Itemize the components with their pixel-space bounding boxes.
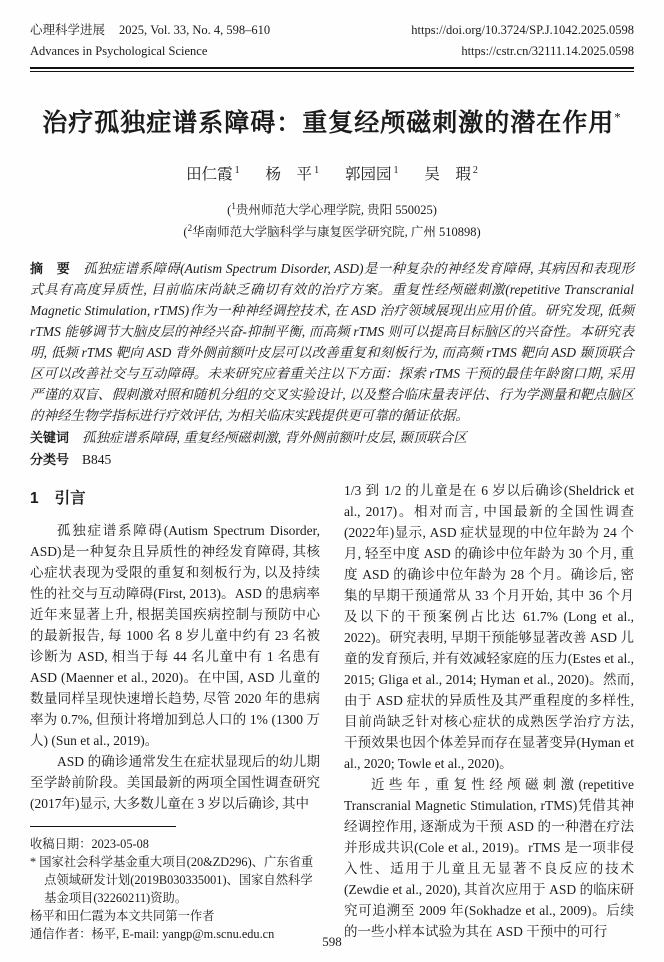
author-affil-marker: 1 [314,165,320,177]
author-2 [266,166,320,183]
keywords-text: 孤独症谱系障碍, 重复经颅磁刺激, 背外侧前额叶皮层, 颞顶联合区 [82,429,467,445]
author-affil-marker: 1 [234,165,240,177]
title-footnote-marker: * [614,109,622,125]
co-first-author-note: 杨平和田仁霞为本文共同第一作者 [30,908,215,923]
affiliation-text: 华南师范大学脑科学与康复医学研究院, 广州 510898) [192,225,481,240]
page-number: 598 [322,934,342,949]
journal-name-cn: 心理科学进展 [30,23,106,37]
author-4 [424,166,478,183]
right-column [344,480,634,943]
abstract-block [30,258,634,426]
author-name: 郭园园 [344,166,392,184]
abstract-text: 孤独症谱系障碍(Autism Spectrum Disorder, ASD)是一种复杂的神经发育障碍, 其病因和表现形式具有高度异质性, 目前临床尚缺乏确切有效的治疗方案。重复性经颅磁刺激(repetitive Transcranial Magnetic Stimulation, rTMS)作为一种神经调控技术, 在 ASD 治疗领域展现出应用价值。研究发现, 低频 rTMS 能够调节大脑皮层的神经兴奋-抑制平衡, 而高频 rTMS 则可以提高目标脑区的兴奋性。本研究表明, 低频 rTMS 靶向 ASD 背外侧前额叶皮层可以改善重复和刻板行为, 而高频 rTMS 靶向 ASD 颞顶联合区可以改善社交与互动障碍。未来研究应着重关注以下方面：探索 rTMS 干预的最佳年龄窗口期, 采用严谨的双盲、假刺激对照和随机分组的交叉实验设计, 以及整合临床量表评估、行为学测量和靶点脑区的神经生物学指标进行疗效评估, 为相关临床实践提供更可靠的循证依据。 [30,260,634,423]
cstr-link[interactable]: https://cstr.cn/32111.14.2025.0598 [461,44,634,58]
author-name: 吴 瑕 [424,166,471,184]
left-column [30,480,320,943]
journal-header [30,20,634,62]
header-divider [30,67,634,72]
affiliation-1 [30,197,634,219]
journal-issue-line [30,20,270,41]
issue-info: 2025, Vol. 33, No. 4, 598–610 [119,23,271,37]
journal-name-en: Advances in Psychological Science [30,44,208,58]
paper-title-text: 治疗孤独症谱系障碍：重复经颅磁刺激的潜在作用 [42,110,615,137]
journal-header-right [411,20,634,62]
classification-label: 分类号 [30,451,70,467]
section-heading-introduction [30,486,320,508]
section-title: 引言 [54,489,86,507]
footnote-divider [30,826,176,827]
author-name: 田仁霞 [186,166,233,184]
funding-note: * 国家社会科学基金重大项目(20&ZD296)、广东省重点领域研发计划(2019B030335001)、国家自然科学基金项目(32260211)资助。 [30,854,314,905]
author-affil-marker: 2 [472,165,478,177]
body-paragraph: 1/3 到 1/2 的儿童是在 6 岁以后确诊(Sheldrick et al., 2017)。相对而言, 中国最新的全国性调查(2022年)显示, ASD 症状显现的中位年龄为 24 个月, 轻至中度 ASD 的确诊中位年龄为 30 个月, 重度 ASD 的确诊中位年龄为 28 个月。确诊后, 密集的早期干预通常从 33 个月开始, 其中 36 个月及以下的干预案例占比达 61.7% (Long et al., 2022)。研究表明, 早期干预能够显著改善 ASD 儿童的发育预后, 并有效减轻家庭的压力(Estes et al., 2015; Gliga et al., 2014; Hyman et al., 2020)。然而, 由于 ASD 症状的异质性及其严重程度的多样性, 目前尚缺乏针对核心症状的成熟医学治疗方法, 干预效果也因个体差异而存在显著变异(Hyman et al., 2020; Towle et al., 2020)。 [344,482,634,771]
two-column-body [30,480,634,943]
email-link[interactable]: yangp@m.scnu.edu.cn [162,926,275,941]
author-name: 杨 平 [265,166,313,184]
corresponding-author-prefix: 通信作者：杨平, E-mail: [30,926,163,941]
author-affil-marker: 1 [393,165,399,177]
author-1 [186,166,240,183]
body-paragraph: 孤独症谱系障碍(Autism Spectrum Disorder, ASD)是一种复杂且异质性的神经发育障碍, 其核心症状表现为受限的重复和刻板行为, 以及持续性的社交与互动障碍(First, 2013)。ASD 的患病率近年来显著上升, 根据美国疾病控制与预防中心的最新报告, 每 1000 名 8 岁儿童中约有 23 名被诊断为 ASD, 相当于每 44 名儿童中有 1 名患有 ASD (Maenner et al., 2020)。在中国, ASD 儿童的数量同样呈现快速增长趋势, 尽管 2020 年的患病率为 0.7%, 但预计将增加到总人口的 1% (1300 万人) (Sun et al., 2019)。 [30,522,320,748]
abstract-label: 摘 要 [30,260,71,276]
affiliation-text: 贵州师范大学心理学院, 贵阳 550025) [235,203,437,218]
section-number: 1 [30,489,39,507]
affiliation-paren: ( [227,203,232,218]
received-date-note: 收稿日期：2023-05-08 [30,836,149,851]
keywords-line [30,427,634,448]
body-paragraph: ASD 的确诊通常发生在症状显现后的幼儿期至学龄前阶段。美国最新的两项全国性调查研究(2017年)显示, 大多数儿童在 3 岁以后确诊, 其中 [30,753,320,811]
affiliation-paren: ( [183,225,188,240]
classification-code: B845 [82,451,112,467]
affiliation-list [30,197,634,241]
footnote-block [30,826,320,943]
classification-line [30,449,634,470]
author-list [30,162,634,184]
doi-link[interactable]: https://doi.org/10.3724/SP.J.1042.2025.0598 [411,23,634,37]
paper-title [30,108,634,139]
journal-header-left [30,20,270,62]
author-3 [345,166,399,183]
body-paragraph: 近些年, 重复性经颅磁刺激(repetitive Transcranial Magnetic Stimulation, rTMS)凭借其神经调控作用, 逐渐成为干预 ASD 的一种潜在疗法并形成共识(Cole et al., 2019)。rTMS 是一项非侵入性、适用于儿童且无显著不良反应的技术(Zewdie et al., 2020), 其首次应用于 ASD 的临床研究可追溯至 2009 年(Sokhadze et al., 2009)。后续的一些小样本试验为其在 ASD 干预中的可行 [344,776,634,939]
affiliation-marker: 1 [231,201,236,212]
affiliation-marker: 2 [187,223,193,234]
keywords-label: 关键词 [30,429,70,445]
affiliation-2 [30,219,634,241]
